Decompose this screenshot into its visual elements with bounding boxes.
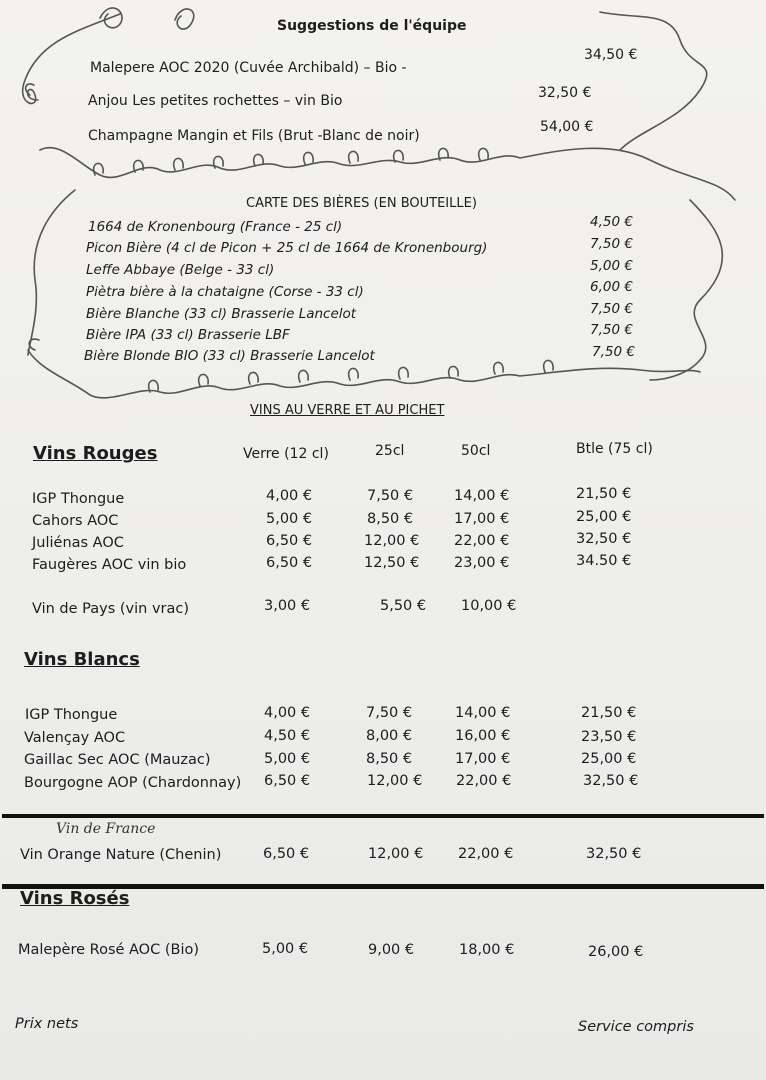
- wine-price-50cl: 16,00 €: [455, 728, 511, 744]
- wine-price-bouteille: 23,50 €: [581, 729, 637, 745]
- suggestion-name-2: Anjou Les petites rochettes – vin Bio: [88, 93, 343, 109]
- wines-title: VINS AU VERRE ET AU PICHET: [250, 403, 445, 418]
- wine-price-verre: 6,50 €: [264, 773, 311, 789]
- wine-price-25cl: 5,50 €: [380, 598, 427, 614]
- wine-price-50cl: 22,00 €: [456, 773, 512, 789]
- beer-list-title: CARTE DES BIÈRES (EN BOUTEILLE): [246, 196, 477, 211]
- wine-price-bouteille: 32,50 €: [583, 773, 639, 789]
- wine-price-verre: 4,50 €: [264, 728, 311, 744]
- wine-row-name: Vin de Pays (vin vrac): [32, 601, 190, 617]
- beer-name-7: Bière Blonde BIO (33 cl) Brasserie Lancelot: [84, 348, 375, 364]
- column-header-50cl: 50cl: [461, 443, 491, 459]
- section-title-roses: Vins Rosés: [20, 888, 130, 909]
- wine-price-25cl: 7,50 €: [366, 705, 413, 721]
- wine-price-verre: 6,50 €: [263, 846, 310, 862]
- wine-price-25cl: 12,50 €: [364, 555, 420, 571]
- wine-price-bouteille: 21,50 €: [581, 705, 637, 721]
- section-title-blancs: Vins Blancs: [24, 649, 140, 670]
- beer-price-4: 6,00 €: [590, 279, 633, 295]
- wine-price-25cl: 9,00 €: [368, 942, 415, 958]
- wine-price-50cl: 14,00 €: [455, 705, 511, 721]
- footer-prix-nets: Prix nets: [15, 1016, 79, 1032]
- wine-price-verre: 5,00 €: [266, 511, 313, 527]
- wine-price-25cl: 12,00 €: [367, 773, 423, 789]
- beer-price-6: 7,50 €: [590, 322, 633, 338]
- wine-price-50cl: 23,00 €: [454, 555, 510, 571]
- beer-name-1: 1664 de Kronenbourg (France - 25 cl): [88, 219, 343, 235]
- beer-price-3: 5,00 €: [590, 258, 633, 274]
- suggestion-price-1: 34,50 €: [584, 47, 638, 63]
- wine-row-name: Juliénas AOC: [32, 535, 124, 551]
- wine-price-50cl: 10,00 €: [461, 598, 517, 614]
- wine-row-name: Faugères AOC vin bio: [32, 557, 187, 573]
- wine-price-50cl: 22,00 €: [454, 533, 510, 549]
- wine-price-bouteille: 21,50 €: [576, 486, 632, 502]
- wine-row-name: IGP Thongue: [32, 491, 125, 507]
- beer-name-6: Bière IPA (33 cl) Brasserie LBF: [86, 327, 290, 343]
- wine-price-50cl: 14,00 €: [454, 488, 510, 504]
- wine-row-name: IGP Thongue: [25, 707, 118, 723]
- wine-price-verre: 6,50 €: [266, 533, 313, 549]
- wine-price-verre: 6,50 €: [266, 555, 313, 571]
- beer-name-3: Leffe Abbaye (Belge - 33 cl): [86, 262, 275, 278]
- column-header-verre: Verre (12 cl): [243, 446, 329, 462]
- handwritten-vin-de-france: Vin de France: [56, 821, 156, 837]
- wine-price-verre: 4,00 €: [264, 705, 311, 721]
- wine-row-name: Vin Orange Nature (Chenin): [20, 847, 222, 863]
- wine-price-25cl: 12,00 €: [368, 846, 424, 862]
- wine-price-bouteille: 34.50 €: [576, 553, 632, 569]
- footer-service-compris: Service compris: [578, 1019, 694, 1035]
- wine-row-name: Bourgogne AOP (Chardonnay): [24, 775, 242, 791]
- beer-name-5: Bière Blanche (33 cl) Brasserie Lancelot: [86, 306, 357, 322]
- section-title-rouges: Vins Rouges: [33, 443, 158, 464]
- suggestion-price-3: 54,00 €: [540, 119, 594, 135]
- wine-price-verre: 5,00 €: [262, 941, 309, 957]
- wine-row-name: Malepère Rosé AOC (Bio): [18, 942, 199, 958]
- beer-price-2: 7,50 €: [590, 236, 633, 252]
- wine-price-verre: 4,00 €: [266, 488, 313, 504]
- wine-price-50cl: 18,00 €: [459, 942, 515, 958]
- wine-price-25cl: 8,50 €: [366, 751, 413, 767]
- column-header-25cl: 25cl: [375, 443, 405, 459]
- wine-price-25cl: 8,00 €: [366, 728, 413, 744]
- wine-price-50cl: 17,00 €: [454, 511, 510, 527]
- beer-name-4: Piètra bière à la chataigne (Corse - 33 cl): [86, 284, 364, 300]
- wine-price-verre: 3,00 €: [264, 598, 311, 614]
- wine-price-bouteille: 32,50 €: [576, 531, 632, 547]
- suggestions-title: Suggestions de l'équipe: [277, 18, 467, 34]
- beer-price-1: 4,50 €: [590, 214, 633, 230]
- wine-price-50cl: 22,00 €: [458, 846, 514, 862]
- wine-price-25cl: 8,50 €: [367, 511, 414, 527]
- wine-price-verre: 5,00 €: [264, 751, 311, 767]
- column-header-bouteille: Btle (75 cl): [576, 441, 653, 457]
- beer-price-7: 7,50 €: [592, 344, 635, 360]
- wine-price-bouteille: 25,00 €: [576, 509, 632, 525]
- suggestion-name-1: Malepere AOC 2020 (Cuvée Archibald) – Bio -: [90, 60, 407, 76]
- wine-price-50cl: 17,00 €: [455, 751, 511, 767]
- wine-row-name: Cahors AOC: [32, 513, 119, 529]
- wine-price-bouteille: 25,00 €: [581, 751, 637, 767]
- wine-price-bouteille: 32,50 €: [586, 846, 642, 862]
- suggestion-name-3: Champagne Mangin et Fils (Brut -Blanc de noir): [88, 128, 420, 144]
- wine-row-name: Valençay AOC: [24, 730, 126, 746]
- suggestion-price-2: 32,50 €: [538, 85, 592, 101]
- wine-price-25cl: 12,00 €: [364, 533, 420, 549]
- wine-row-name: Gaillac Sec AOC (Mauzac): [24, 752, 211, 768]
- beer-price-5: 7,50 €: [590, 301, 633, 317]
- beer-name-2: Picon Bière (4 cl de Picon + 25 cl de 1664 de Kronenbourg): [86, 240, 488, 256]
- wine-price-25cl: 7,50 €: [367, 488, 414, 504]
- wine-price-bouteille: 26,00 €: [588, 944, 644, 960]
